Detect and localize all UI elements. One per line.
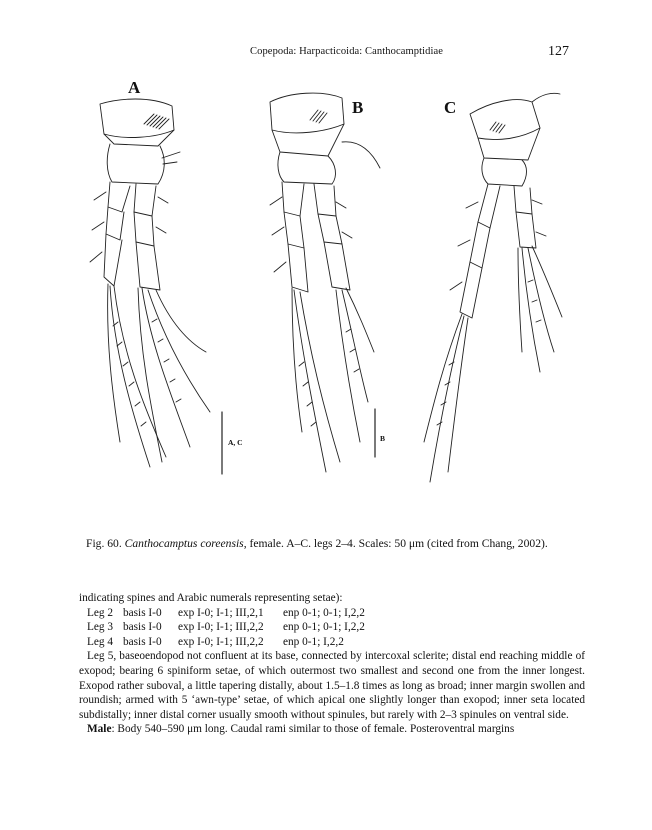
leg-drawing-b	[270, 93, 380, 472]
panel-label-b: B	[352, 98, 364, 117]
formula-leg: Leg 2	[87, 606, 114, 619]
leg-drawing-c	[424, 93, 562, 482]
male-label: Male	[87, 723, 112, 736]
leg-illustrations	[70, 72, 580, 522]
male-text: : Body 540–590 μm long. Caudal rami similar to those of female. Posteroventral margins	[111, 723, 515, 736]
formula-basis: basis I-0	[123, 621, 162, 634]
formula-exp: exp I-0; I-1; III,2,2	[178, 635, 264, 648]
panel-label-c: C	[444, 98, 457, 117]
caption-prefix: Fig. 60.	[86, 537, 125, 550]
formula-row	[87, 620, 585, 635]
page-number: 127	[548, 44, 569, 59]
formula-exp: exp I-0; I-1; III,2,1	[178, 606, 264, 619]
panel-label-a: A	[128, 78, 141, 97]
figure-caption	[86, 537, 586, 550]
formula-enp: enp 0-1; I,2,2	[283, 635, 344, 648]
formula-row	[87, 635, 585, 650]
leg-drawing-a	[90, 99, 210, 467]
scale-label-ac: A, C	[228, 438, 243, 447]
figure-60	[70, 72, 580, 522]
caption-species: Canthocamptus coreensis	[124, 537, 244, 550]
formula-exp: exp I-0; I-1; III,2,2	[178, 621, 264, 634]
formula-leg: Leg 3	[87, 621, 114, 634]
caption-suffix: , female. A–C. legs 2–4. Scales: 50 μm (cited from Chang, 2002).	[243, 537, 548, 550]
formula-leg: Leg 4	[87, 635, 114, 648]
scale-label-b: B	[380, 434, 386, 443]
formula-row	[87, 606, 585, 621]
formula-enp: enp 0-1; 0-1; I,2,2	[283, 606, 365, 619]
formula-basis: basis I-0	[123, 606, 162, 619]
leg5-paragraph: Leg 5, baseoendopod not confluent at its base, connected by intercoxal sclerite; distal end reaching middle of exopod; bearing 6 spiniform setae, of which outermost two smallest and second one from the inner longest. Exopod rather suboval, a little tapering distally, about 1.5–1.8 times as long as broad; inner margin swollen and roundish; armed with 5 ‘awn-type’ setae, of which apical one slightly longer than exopod; inner seta located subdistally; inner distal corner usually smooth without spinules, but rarely with 2–3 spinules on ventral side.	[79, 650, 585, 721]
male-paragraph	[79, 722, 585, 737]
intro-line: indicating spines and Arabic numerals representing setae):	[79, 592, 343, 604]
formula-basis: basis I-0	[123, 635, 162, 648]
page-header	[0, 44, 652, 64]
running-head: Copepoda: Harpacticoida: Canthocamptidiae	[250, 46, 444, 57]
formula-enp: enp 0-1; 0-1; I,2,2	[283, 621, 365, 634]
body-text	[79, 591, 585, 737]
